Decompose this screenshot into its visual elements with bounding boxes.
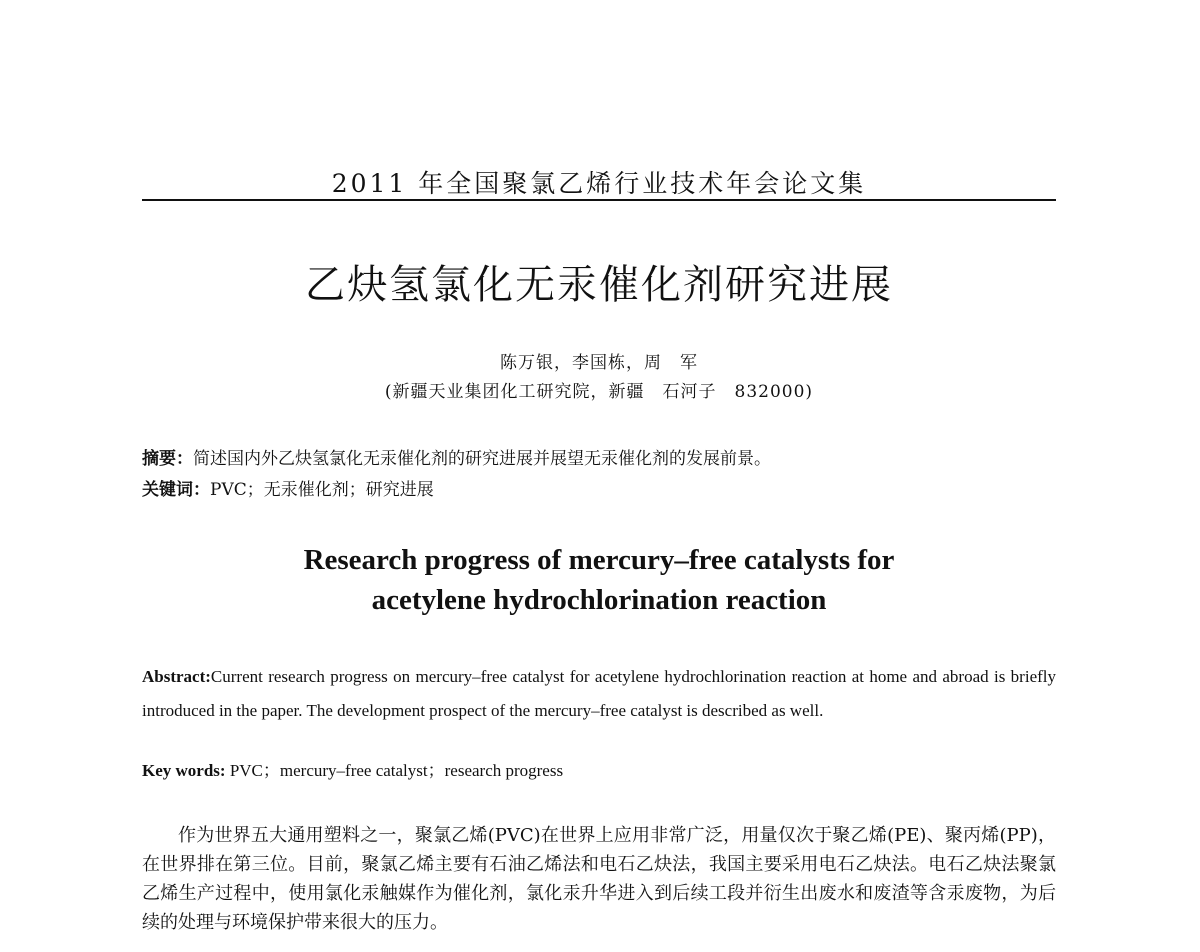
keywords-en-text: PVC；mercury–free catalyst；research progress [229,761,564,780]
abstract-cn-text: 简述国内外乙炔氢氯化无汞催化剂的研究进展并展望无汞催化剂的发展前景。 [193,449,771,469]
keywords-en [142,759,1056,783]
keywords-cn-label: 关键词： [142,480,210,500]
keywords-cn-text: PVC；无汞催化剂；研究进展 [210,480,434,500]
paper-title-cn: 乙炔氢氯化无汞催化剂研究进展 [305,262,893,308]
header-rule [142,199,1056,201]
abstract-en [142,660,1056,728]
keywords-en-label: Key words: [142,761,226,780]
authors: 陈万银，李国栋，周 军 [500,353,698,373]
affiliation: (新疆天业集团化工研究院，新疆 石河子 832000) [384,382,814,402]
keywords-cn [142,478,1056,502]
running-header: 2011 年全国聚氯乙烯行业技术年会论文集 [331,169,867,198]
abstract-en-text: Current research progress on mercury–free catalyst for acetylene hydrochlorination reaction at home and abroad is briefly introduced in the paper. The development prospect of the mercury–free catalyst is described as well. [142,667,1056,720]
paper-title-en [142,540,1056,620]
abstract-en-label: Abstract: [142,667,211,686]
abstract-cn-label: 摘要： [142,449,193,469]
paper-title-en-line1: Research progress of mercury–free catalysts for [303,544,895,576]
abstract-cn [142,447,1056,471]
paper-title-en-line2: acetylene hydrochlorination reaction [371,584,827,616]
body-paragraph: 作为世界五大通用塑料之一，聚氯乙烯(PVC)在世界上应用非常广泛，用量仅次于聚乙烯(PE)、聚丙烯(PP)，在世界排在第三位。目前，聚氯乙烯主要有石油乙烯法和电石乙炔法，我国主要采用电石乙炔法。电石乙炔法聚氯乙烯生产过程中，使用氯化汞触媒作为催化剂，氯化汞升华进入到后续工段并衍生出废水和废渣等含汞废物，为后续的处理与环境保护带来很大的压力。 [142,825,1056,933]
